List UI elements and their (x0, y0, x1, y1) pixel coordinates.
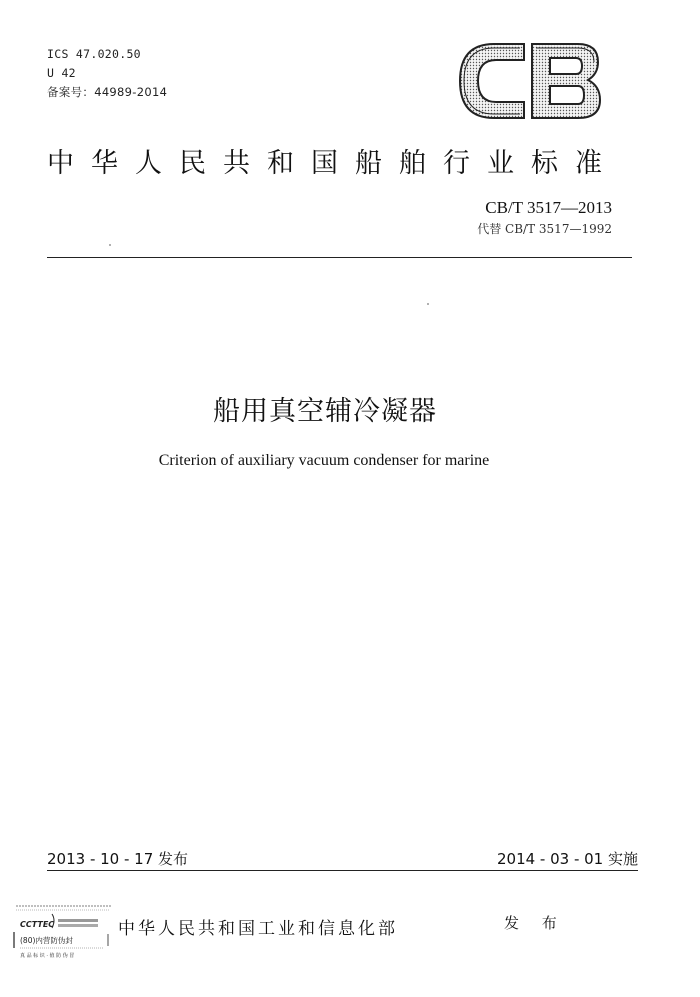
svg-text:(80)内营防伪封: (80)内营防伪封 (20, 936, 73, 945)
implementation-date: 2014 - 03 - 01 实施 (496, 850, 638, 868)
footer-divider (47, 870, 638, 871)
svg-text:CCTTEC: CCTTEC (20, 920, 55, 929)
scan-speck (427, 303, 429, 305)
header-divider (47, 257, 632, 258)
standard-number: CB/T 3517—2013 (485, 198, 612, 217)
replaces-standard: 代替 CB/T 3517—1992 (477, 222, 612, 236)
ics-code: ICS 47.020.50 (47, 47, 141, 61)
cb-logo (454, 40, 604, 122)
svg-text:真 品 标 识 · 值 防 伪 冒: 真 品 标 识 · 值 防 伪 冒 (20, 953, 75, 959)
anti-counterfeit-stamp (12, 900, 116, 962)
standard-type-heading: 中华人民共和国船舶行业标准 (47, 148, 619, 179)
issue-date: 2013 - 10 - 17 发布 (47, 850, 189, 868)
document-title-chinese: 船用真空辅冷凝器 (213, 396, 437, 427)
publish-label: 发 布 (504, 914, 566, 932)
logo-letter-c (460, 44, 524, 118)
classification-code: U 42 (47, 66, 76, 80)
logo-letter-b (532, 44, 600, 118)
issuing-authority: 中华人民共和国工业和信息化部 (118, 919, 398, 939)
filing-number: 备案号：44989-2014 (47, 85, 168, 99)
scan-speck (109, 244, 111, 246)
document-title-english: Criterion of auxiliary vacuum condenser for marine (158, 452, 490, 469)
